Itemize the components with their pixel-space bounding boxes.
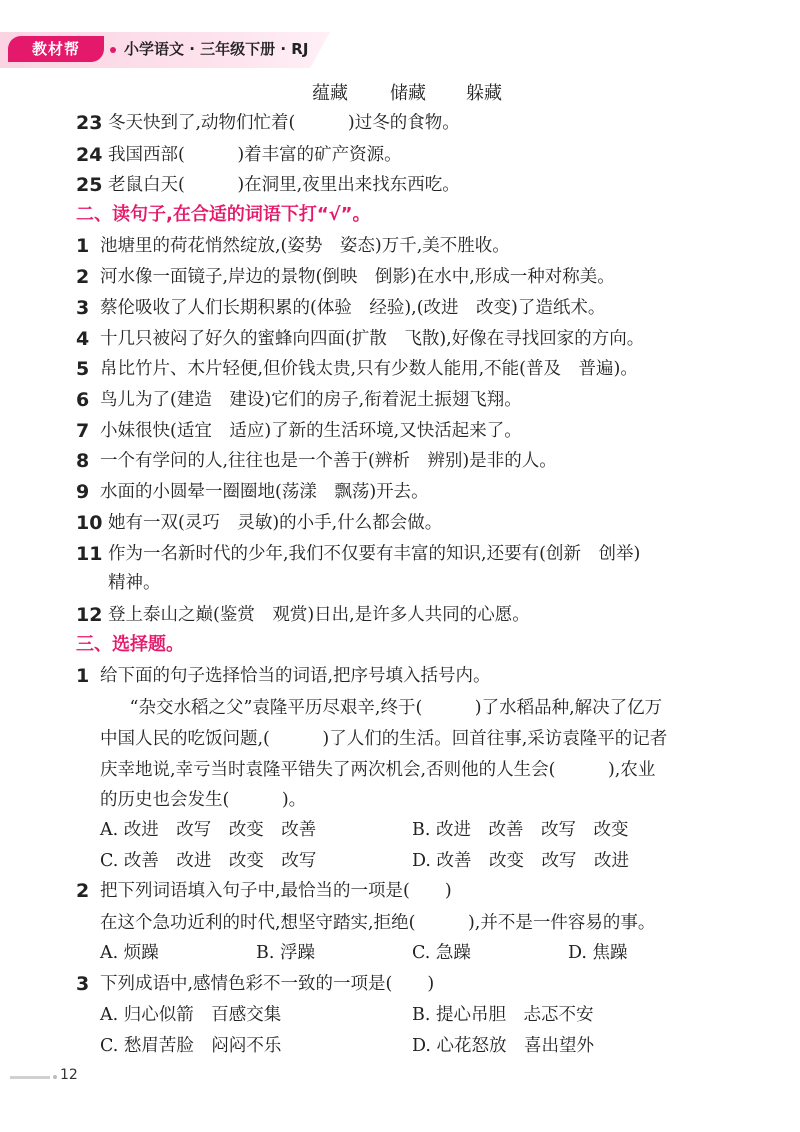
question-text: 冬天快到了,动物们忙着( )过冬的食物。 [108,113,460,133]
word-bank-1: 蕴藏 [312,83,348,104]
question-stem: 把下列词语填入句子中,最恰当的一项是( ) [100,881,452,901]
question-number: 4 [76,328,90,350]
question-text: 帛比竹片、木片轻便,但价钱太贵,只有少数人能用,不能(普及 普遍)。 [100,359,638,379]
question-number: 24 [76,144,103,166]
question-number: 2 [76,880,90,902]
passage-line: “杂交水稻之父”袁隆平历尽艰辛,终于( )了水稻品种,解决了亿万 [112,698,663,718]
passage-line: 庆幸地说,幸亏当时袁隆平错失了两次机会,否则他的人生会( ),农业 [100,760,656,780]
question-number: 6 [76,389,90,411]
footer-dot [53,1075,57,1079]
question-sentence: 在这个急功近利的时代,想坚守踏实,拒绝( ),并不是一件容易的事。 [100,913,656,933]
question-number: 3 [76,973,90,995]
question-text: 小妹很快(适宜 适应)了新的生活环境,又快活起来了。 [100,421,522,441]
question-number: 11 [76,543,103,565]
option-b: B. 提心吊胆 忐忑不安 [412,1005,594,1025]
question-stem: 下列成语中,感情色彩不一致的一项是( ) [100,974,435,994]
option-a: A. 归心似箭 百感交集 [100,1005,282,1025]
question-number: 10 [76,512,103,534]
page-header [0,32,340,68]
question-text: 河水像一面镜子,岸边的景物(倒映 倒影)在水中,形成一种对称美。 [100,267,615,287]
header-dot [110,47,116,53]
question-text: 鸟儿为了(建造 建设)它们的房子,衔着泥土振翅飞翔。 [100,390,522,410]
option-d: D. 心花怒放 喜出望外 [412,1036,595,1056]
book-title: 小学语文 · 三年级下册 · RJ [124,40,309,58]
question-text: 一个有学问的人,往往也是一个善于(辨析 辨别)是非的人。 [100,451,557,471]
question-number: 23 [76,112,103,134]
question-number: 3 [76,297,90,319]
question-number: 8 [76,450,90,472]
question-text: 水面的小圆晕一圈圈地(荡漾 飘荡)开去。 [100,482,429,502]
section-heading-3: 三、选择题。 [76,634,184,655]
question-text: 我国西部( )着丰富的矿产资源。 [108,145,402,165]
question-number: 25 [76,174,103,196]
passage-line: 中国人民的吃饭问题,( )了人们的生活。回首往事,采访袁隆平的记者 [100,729,668,749]
question-text: 老鼠白天( )在洞里,夜里出来找东西吃。 [108,175,460,195]
question-number: 1 [76,235,90,257]
question-number: 5 [76,358,90,380]
option-c: C. 愁眉苦脸 闷闷不乐 [100,1036,282,1056]
option-c: C. 急躁 [412,943,471,963]
question-number: 9 [76,481,90,503]
footer-rule [10,1076,50,1079]
question-text: 她有一双(灵巧 灵敏)的小手,什么都会做。 [108,513,443,533]
option-c: C. 改善 改进 改变 改写 [100,851,317,871]
option-a: A. 改进 改写 改变 改善 [100,820,317,840]
question-number: 7 [76,420,90,442]
option-a: A. 烦躁 [100,943,159,963]
option-d: D. 焦躁 [568,943,628,963]
passage-line: 的历史也会发生( )。 [100,790,307,810]
question-text: 十几只被闷了好久的蜜蜂向四面(扩散 飞散),好像在寻找回家的方向。 [100,329,645,349]
option-b: B. 浮躁 [256,943,315,963]
question-text-continued: 精神。 [108,573,161,593]
question-number: 12 [76,604,103,626]
option-d: D. 改善 改变 改写 改进 [412,851,630,871]
word-bank-2: 储藏 [390,83,426,104]
brand-badge: 教材帮 [8,36,104,62]
page-number: 12 [60,1067,78,1083]
question-text: 作为一名新时代的少年,我们不仅要有丰富的知识,还要有(创新 创举) [108,544,641,564]
section-heading-2: 二、读句子,在合适的词语下打“√”。 [76,204,371,225]
question-stem: 给下面的句子选择恰当的词语,把序号填入括号内。 [100,666,491,686]
question-text: 蔡伦吸收了人们长期积累的(体验 经验),(改进 改变)了造纸术。 [100,298,606,318]
word-bank-3: 躲藏 [466,83,502,104]
question-number: 2 [76,266,90,288]
question-number: 1 [76,665,90,687]
question-text: 池塘里的荷花悄然绽放,(姿势 姿态)万千,美不胜收。 [100,236,510,256]
option-b: B. 改进 改善 改写 改变 [412,820,629,840]
question-text: 登上泰山之巅(鉴赏 观赏)日出,是许多人共同的心愿。 [108,605,530,625]
